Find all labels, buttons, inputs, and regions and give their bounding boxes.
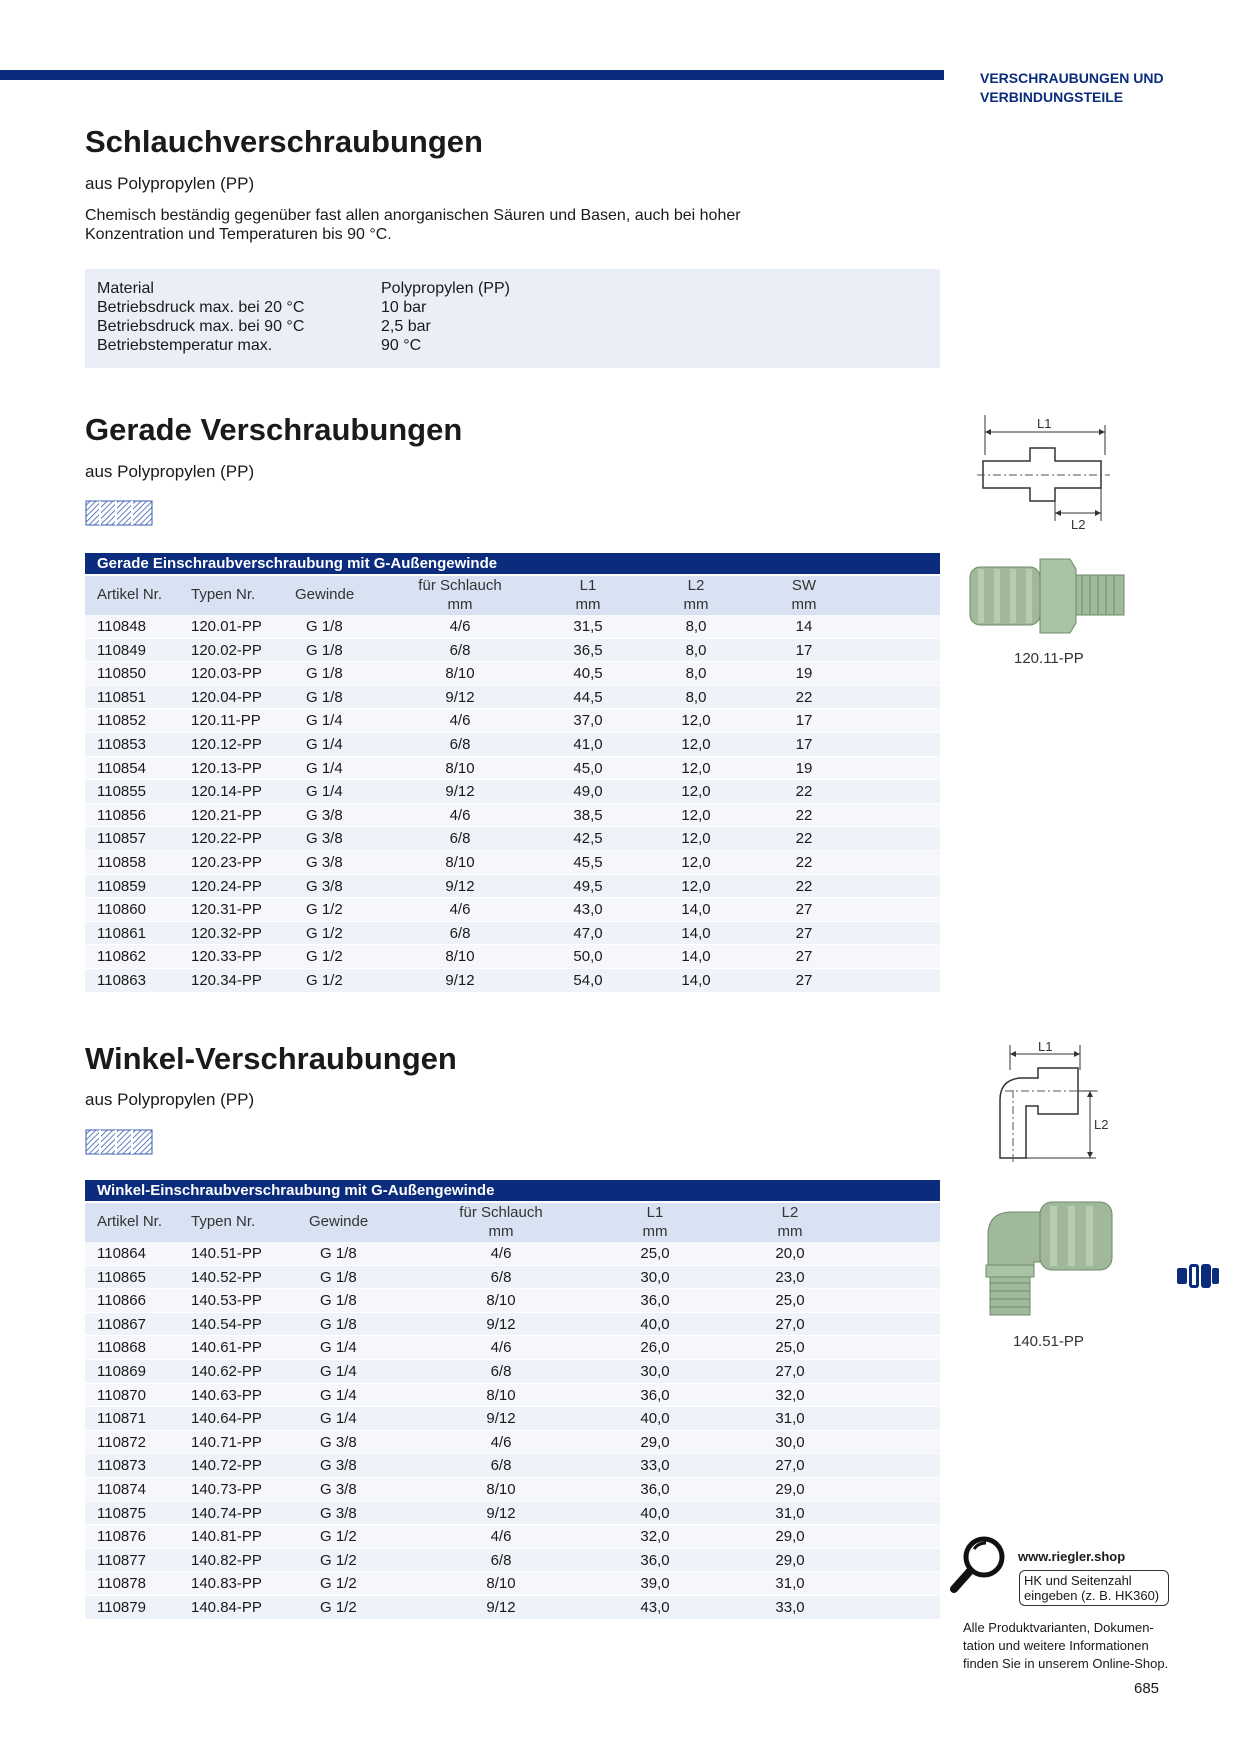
table-cell: G 3/8 — [320, 1433, 357, 1451]
straight-fitting-product-image — [968, 555, 1128, 640]
table-cell: 140.62-PP — [191, 1362, 262, 1380]
table-cell: 22 — [795, 853, 813, 871]
table-cell: 40,0 — [640, 1315, 670, 1333]
table-cell: 140.82-PP — [191, 1551, 262, 1569]
table-body — [85, 1242, 940, 1620]
page-number: 685 — [1134, 1680, 1160, 1697]
table-cell: 8/10 — [486, 1386, 516, 1404]
table-cell: 140.71-PP — [191, 1433, 262, 1451]
table-row — [85, 1242, 940, 1266]
table-cell: 120.24-PP — [191, 877, 262, 895]
table-cell: 40,0 — [640, 1410, 670, 1428]
table-row — [85, 757, 940, 781]
table-cell: 27 — [795, 948, 813, 966]
table-cell: 33,0 — [775, 1598, 805, 1616]
description-line-2: Konzentration und Temperaturen bis 90 °C. — [85, 226, 392, 243]
section-subtitle: aus Polypropylen (PP) — [85, 1090, 255, 1109]
table-cell: G 3/8 — [306, 830, 343, 848]
table-cell: G 3/8 — [320, 1480, 357, 1498]
table-cell: 140.72-PP — [191, 1457, 262, 1475]
table-cell: 27 — [795, 971, 813, 989]
table-cell: 27 — [795, 901, 813, 919]
table-cell: 110868 — [97, 1339, 146, 1357]
table-cell: 140.84-PP — [191, 1598, 262, 1616]
table-cell: 110860 — [97, 901, 146, 919]
table-cell: 110867 — [97, 1315, 146, 1333]
table-cell: 4/6 — [449, 712, 471, 730]
table-cell: G 1/8 — [320, 1268, 357, 1286]
table-cell: 32,0 — [775, 1386, 805, 1404]
table-cell: G 1/2 — [306, 971, 343, 989]
table-cell: 120.04-PP — [191, 688, 262, 706]
table-cell: 40,0 — [640, 1504, 670, 1522]
table-cell: 19 — [795, 759, 813, 777]
table-cell: 110856 — [97, 806, 146, 824]
table-cell: 6/8 — [449, 641, 471, 659]
section-title-winkel: Winkel-Verschraubungen — [85, 1041, 457, 1076]
table-cell: 50,0 — [573, 948, 603, 966]
table-cell: 14,0 — [681, 948, 711, 966]
table-cell: 120.13-PP — [191, 759, 262, 777]
table-cell: 110866 — [97, 1292, 146, 1310]
table-cell: 6/8 — [449, 830, 471, 848]
shop-hint-line: eingeben (z. B. HK360) — [1024, 1588, 1160, 1603]
shop-info-line: Alle Produktvarianten, Dokumen- — [963, 1620, 1154, 1635]
table-cell: 9/12 — [486, 1504, 516, 1522]
table-cell: 120.14-PP — [191, 783, 262, 801]
table-cell: 43,0 — [573, 901, 603, 919]
table-cell: 25,0 — [640, 1245, 670, 1262]
table-row — [85, 898, 940, 922]
table-row — [85, 922, 940, 946]
table-cell: 14 — [795, 618, 813, 635]
table-cell: 110851 — [97, 688, 146, 706]
table-cell: 36,0 — [640, 1551, 670, 1569]
table-cell: G 1/8 — [320, 1315, 357, 1333]
table-cell: 41,0 — [573, 735, 603, 753]
table-cell: 12,0 — [681, 759, 711, 777]
table-cell: 9/12 — [486, 1315, 516, 1333]
table-cell: 140.52-PP — [191, 1268, 262, 1286]
table-cell: 110878 — [97, 1575, 146, 1593]
table-cell: 27,0 — [775, 1362, 805, 1380]
table-cell: 110875 — [97, 1504, 146, 1522]
spec-row: Material Polypropylen (PP) — [97, 280, 510, 297]
table-row — [85, 1525, 940, 1549]
table-cell: 140.74-PP — [191, 1504, 262, 1522]
table-cell: G 1/4 — [320, 1362, 357, 1380]
table-cell: 110871 — [97, 1410, 146, 1428]
table-row — [85, 1596, 940, 1620]
table-cell: 8,0 — [685, 688, 707, 706]
table-row — [85, 662, 940, 686]
table-cell: G 1/8 — [306, 688, 343, 706]
table-cell: 120.03-PP — [191, 665, 262, 683]
table-cell: 110848 — [97, 618, 146, 635]
table-cell: 29,0 — [775, 1528, 805, 1546]
straight-fittings-table — [85, 553, 940, 993]
material-badge-icon — [85, 1129, 153, 1155]
table-cell: 36,0 — [640, 1480, 670, 1498]
table-cell: 31,0 — [775, 1410, 805, 1428]
table-cell: 31,0 — [775, 1504, 805, 1522]
table-row — [85, 709, 940, 733]
table-cell: 9/12 — [486, 1598, 516, 1616]
table-cell: 120.23-PP — [191, 853, 262, 871]
table-cell: G 1/8 — [306, 665, 343, 683]
table-cell: 110873 — [97, 1457, 146, 1475]
diagram-label-l2: L2 — [1094, 1117, 1109, 1132]
table-cell: 22 — [795, 783, 813, 801]
shop-info-line: finden Sie in unserem Online-Shop. — [963, 1656, 1169, 1671]
table-cell: 140.61-PP — [191, 1339, 262, 1357]
table-cell: 8/10 — [445, 665, 475, 683]
table-cell: 4/6 — [490, 1433, 512, 1451]
table-row — [85, 1502, 940, 1526]
table-cell: 39,0 — [640, 1575, 670, 1593]
table-cell: 36,0 — [640, 1292, 670, 1310]
table-cell: G 1/8 — [320, 1292, 357, 1310]
table-cell: 140.64-PP — [191, 1410, 262, 1428]
table-cell: 25,0 — [775, 1292, 805, 1310]
table-cell: 140.53-PP — [191, 1292, 262, 1310]
table-cell: G 1/4 — [306, 759, 343, 777]
table-cell: G 1/2 — [306, 901, 343, 919]
table-cell: 140.54-PP — [191, 1315, 262, 1333]
table-row — [85, 733, 940, 757]
material-badge-icon — [85, 500, 153, 526]
table-cell: 12,0 — [681, 735, 711, 753]
table-cell: 14,0 — [681, 971, 711, 989]
table-cell: 14,0 — [681, 901, 711, 919]
table-cell: 40,5 — [573, 665, 603, 683]
shop-info-line: tation und weitere Informationen — [963, 1638, 1149, 1653]
table-cell: G 1/2 — [320, 1575, 357, 1593]
table-row — [85, 1289, 940, 1313]
table-cell: 22 — [795, 688, 813, 706]
table-row — [85, 615, 940, 639]
table-cell: 120.32-PP — [191, 924, 262, 942]
table-row — [85, 1407, 940, 1431]
diagram-label-l1: L1 — [1037, 416, 1052, 431]
table-cell: 22 — [795, 877, 813, 895]
shop-hint-line: HK und Seitenzahl — [1024, 1573, 1132, 1588]
table-row — [85, 639, 940, 663]
spec-row: Betriebsdruck max. bei 90 °C 2,5 bar — [97, 318, 431, 335]
diagram-label-l1: L1 — [1038, 1040, 1053, 1054]
spec-box — [85, 269, 940, 368]
table-row — [85, 1478, 940, 1502]
table-cell: 140.73-PP — [191, 1480, 262, 1498]
table-cell: 120.12-PP — [191, 735, 262, 753]
table-cell: 54,0 — [573, 971, 603, 989]
product-caption: 120.11-PP — [1014, 650, 1084, 667]
table-row — [85, 969, 940, 993]
table-cell: 110869 — [97, 1362, 146, 1380]
table-cell: G 1/8 — [306, 641, 343, 659]
table-cell: 120.02-PP — [191, 641, 262, 659]
table-cell: 12,0 — [681, 853, 711, 871]
table-row — [85, 686, 940, 710]
table-cell: 8,0 — [685, 641, 707, 659]
table-cell: 30,0 — [640, 1362, 670, 1380]
table-cell: G 1/8 — [320, 1245, 357, 1262]
table-cell: 120.22-PP — [191, 830, 262, 848]
table-cell: 6/8 — [449, 735, 471, 753]
table-cell: 110865 — [97, 1268, 146, 1286]
table-cell: G 1/2 — [320, 1551, 357, 1569]
table-cell: 45,0 — [573, 759, 603, 777]
table-cell: 33,0 — [640, 1457, 670, 1475]
table-cell: 37,0 — [573, 712, 603, 730]
elbow-fittings-table — [85, 1180, 940, 1620]
table-row — [85, 1313, 940, 1337]
table-cell: 6/8 — [490, 1362, 512, 1380]
table-cell: 110855 — [97, 783, 146, 801]
table-cell: 120.01-PP — [191, 618, 262, 635]
table-row — [85, 1360, 940, 1384]
table-cell: G 3/8 — [306, 806, 343, 824]
section-subtitle: aus Polypropylen (PP) — [85, 174, 255, 193]
table-cell: 44,5 — [573, 688, 603, 706]
table-cell: 110874 — [97, 1480, 146, 1498]
table-cell: G 1/8 — [306, 618, 343, 635]
category-label: VERSCHRAUBUNGEN UND VERBINDUNGSTEILE — [980, 70, 1164, 105]
table-cell: 110857 — [97, 830, 146, 848]
section-subtitle: aus Polypropylen (PP) — [85, 462, 255, 481]
table-row — [85, 1572, 940, 1596]
table-cell: G 1/2 — [320, 1598, 357, 1616]
table-cell: G 1/4 — [320, 1410, 357, 1428]
table-cell: 4/6 — [490, 1245, 512, 1262]
table-cell: 31,0 — [775, 1575, 805, 1593]
table-cell: G 3/8 — [306, 853, 343, 871]
table-cell: 110863 — [97, 971, 146, 989]
fitting-category-icon — [1176, 1263, 1220, 1289]
table-cell: 4/6 — [490, 1528, 512, 1546]
table-cell: 4/6 — [449, 901, 471, 919]
table-cell: 140.51-PP — [191, 1245, 262, 1262]
table-cell: G 1/4 — [306, 712, 343, 730]
table-cell: 110854 — [97, 759, 146, 777]
table-cell: 110853 — [97, 735, 146, 753]
table-header: Artikel Nr. Typen Nr. Gewinde für Schlauch mm L1 mm L2 mm — [85, 1203, 940, 1242]
diagram-label-l2: L2 — [1071, 517, 1086, 532]
table-cell: 22 — [795, 806, 813, 824]
top-bar — [0, 70, 944, 80]
table-cell: 29,0 — [775, 1551, 805, 1569]
table-cell: 4/6 — [490, 1339, 512, 1357]
table-cell: 8/10 — [486, 1575, 516, 1593]
table-cell: 36,0 — [640, 1386, 670, 1404]
table-cell: G 3/8 — [306, 877, 343, 895]
table-cell: 140.63-PP — [191, 1386, 262, 1404]
table-cell: 110852 — [97, 712, 146, 730]
table-cell: 12,0 — [681, 830, 711, 848]
table-header: Artikel Nr. Typen Nr. Gewinde für Schlauch mm L1 mm L2 mm SW mm — [85, 576, 940, 615]
table-cell: 8,0 — [685, 618, 707, 635]
table-cell: 25,0 — [775, 1339, 805, 1357]
section-title-gerade: Gerade Verschraubungen — [85, 412, 463, 447]
table-cell: 12,0 — [681, 806, 711, 824]
table-row — [85, 875, 940, 899]
table-row — [85, 1431, 940, 1455]
table-caption: Gerade Einschraubverschraubung mit G-Außengewinde — [85, 553, 940, 574]
table-cell: 110864 — [97, 1245, 146, 1262]
table-row — [85, 1336, 940, 1360]
table-cell: 8/10 — [486, 1292, 516, 1310]
table-cell: G 1/2 — [306, 948, 343, 966]
table-cell: 8,0 — [685, 665, 707, 683]
shop-info-text — [963, 1619, 1183, 1673]
table-cell: 14,0 — [681, 924, 711, 942]
table-cell: 120.33-PP — [191, 948, 262, 966]
table-cell: 8/10 — [445, 759, 475, 777]
table-cell: 27,0 — [775, 1457, 805, 1475]
table-cell: 6/8 — [490, 1457, 512, 1475]
table-cell: G 3/8 — [320, 1504, 357, 1522]
table-cell: 4/6 — [449, 806, 471, 824]
table-cell: 6/8 — [490, 1551, 512, 1569]
table-cell: G 1/4 — [320, 1339, 357, 1357]
shop-url-link[interactable]: www.riegler.shop — [1018, 1549, 1126, 1564]
table-body — [85, 615, 940, 993]
table-cell: 31,5 — [573, 618, 603, 635]
table-cell: 32,0 — [640, 1528, 670, 1546]
table-row — [85, 1549, 940, 1573]
table-cell: 12,0 — [681, 877, 711, 895]
spec-row: Betriebsdruck max. bei 20 °C 10 bar — [97, 299, 427, 316]
table-cell: 110849 — [97, 641, 146, 659]
table-cell: 30,0 — [775, 1433, 805, 1451]
table-cell: 23,0 — [775, 1268, 805, 1286]
table-cell: 6/8 — [449, 924, 471, 942]
description-line-1: Chemisch beständig gegenüber fast allen anorganischen Säuren und Basen, auch bei hoher — [85, 207, 741, 224]
spec-row: Betriebstemperatur max. 90 °C — [97, 337, 422, 354]
table-cell: 29,0 — [775, 1480, 805, 1498]
table-cell: 110858 — [97, 853, 146, 871]
table-cell: 120.34-PP — [191, 971, 262, 989]
shop-hint-box — [1019, 1570, 1169, 1606]
table-cell: 120.31-PP — [191, 901, 262, 919]
table-row — [85, 1266, 940, 1290]
table-cell: 49,0 — [573, 783, 603, 801]
table-cell: 110862 — [97, 948, 146, 966]
table-row — [85, 804, 940, 828]
product-caption: 140.51-PP — [1013, 1333, 1084, 1350]
table-cell: 17 — [795, 735, 813, 753]
table-cell: 9/12 — [445, 877, 475, 895]
table-cell: 9/12 — [486, 1410, 516, 1428]
table-cell: 110850 — [97, 665, 146, 683]
elbow-fitting-product-image — [982, 1200, 1117, 1320]
elbow-fitting-diagram — [990, 1040, 1120, 1170]
table-cell: 9/12 — [445, 783, 475, 801]
table-cell: 17 — [795, 712, 813, 730]
table-row — [85, 851, 940, 875]
table-cell: 110879 — [97, 1598, 146, 1616]
table-cell: 140.83-PP — [191, 1575, 262, 1593]
section-title-schlauchverschraubungen: Schlauchverschraubungen — [85, 124, 483, 159]
table-cell: 110859 — [97, 877, 146, 895]
table-cell: 110870 — [97, 1386, 146, 1404]
table-cell: 4/6 — [449, 618, 471, 635]
table-cell: 8/10 — [486, 1480, 516, 1498]
table-caption: Winkel-Einschraubverschraubung mit G-Außengewinde — [85, 1180, 940, 1201]
table-cell: 110861 — [97, 924, 146, 942]
table-cell: G 3/8 — [320, 1457, 357, 1475]
search-magnifier-icon — [948, 1533, 1010, 1595]
table-cell: 9/12 — [445, 971, 475, 989]
table-cell: 120.11-PP — [191, 712, 261, 730]
table-cell: G 1/4 — [306, 735, 343, 753]
table-cell: 22 — [795, 830, 813, 848]
table-cell: 49,5 — [573, 877, 603, 895]
table-cell: 6/8 — [490, 1268, 512, 1286]
table-cell: 17 — [795, 641, 813, 659]
table-cell: 9/12 — [445, 688, 475, 706]
table-cell: 20,0 — [775, 1245, 805, 1262]
table-cell: 12,0 — [681, 783, 711, 801]
table-cell: G 1/2 — [306, 924, 343, 942]
table-cell: 43,0 — [640, 1598, 670, 1616]
table-cell: 19 — [795, 665, 813, 683]
table-cell: 120.21-PP — [191, 806, 262, 824]
table-cell: 26,0 — [640, 1339, 670, 1357]
table-cell: 110872 — [97, 1433, 146, 1451]
table-cell: 29,0 — [640, 1433, 670, 1451]
table-cell: 8/10 — [445, 948, 475, 966]
table-cell: 45,5 — [573, 853, 603, 871]
table-row — [85, 827, 940, 851]
table-row — [85, 1454, 940, 1478]
straight-fitting-diagram — [975, 415, 1115, 535]
table-row — [85, 780, 940, 804]
table-cell: 47,0 — [573, 924, 603, 942]
table-cell: 27,0 — [775, 1315, 805, 1333]
table-cell: 110877 — [97, 1551, 146, 1569]
table-cell: 27 — [795, 924, 813, 942]
table-cell: G 1/4 — [306, 783, 343, 801]
table-cell: G 1/4 — [320, 1386, 357, 1404]
table-cell: 30,0 — [640, 1268, 670, 1286]
table-cell: 12,0 — [681, 712, 711, 730]
table-row — [85, 1384, 940, 1408]
table-cell: 42,5 — [573, 830, 603, 848]
table-cell: 38,5 — [573, 806, 603, 824]
table-row — [85, 945, 940, 969]
table-cell: 110876 — [97, 1528, 146, 1546]
table-cell: 8/10 — [445, 853, 475, 871]
table-cell: G 1/2 — [320, 1528, 357, 1546]
table-cell: 36,5 — [573, 641, 603, 659]
table-cell: 140.81-PP — [191, 1528, 262, 1546]
